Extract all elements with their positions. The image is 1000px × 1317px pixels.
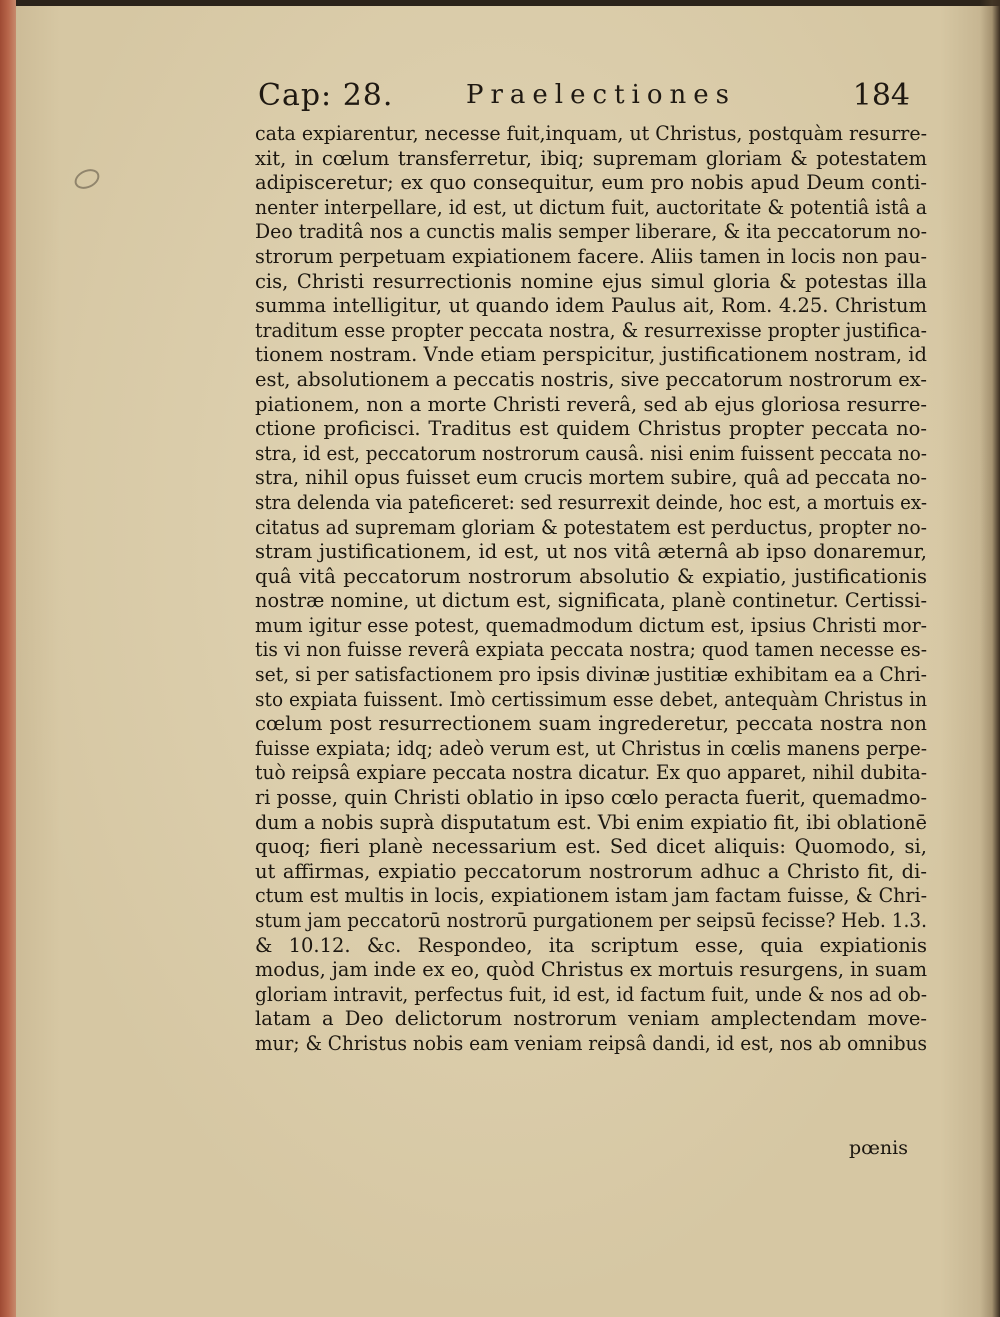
text-line: ri posse, quin Christi oblatio in ipso cœlo peracta fuerit, quemadmo- [255, 786, 927, 810]
text-line: piationem, non a morte Christi reverâ, sed ab ejus gloriosa resurre- [255, 392, 927, 416]
text-line: mum igitur esse potest, quemadmodum dictum est, ipsius Christi mor- [255, 613, 927, 637]
text-line: gloriam intravit, perfectus fuit, id est, id factum fuit, unde & nos ad ob- [255, 982, 927, 1006]
page-edge-left [0, 0, 16, 1317]
text-line: ctione proficisci. Traditus est quidem Christus propter peccata no- [255, 417, 927, 441]
text-line: traditum esse propter peccata nostra, & resurrexisse propter justifica- [255, 318, 927, 342]
text-line: mur; & Christus nobis eam veniam reipsâ dandi, id est, nos ab omnibus [255, 1031, 927, 1055]
page-gutter-right [980, 0, 1000, 1317]
text-line: stra, id est, peccatorum nostrorum causâ. nisi enim fuissent peccata no- [255, 441, 927, 465]
text-line: ut affirmas, expiatio peccatorum nostrorum adhuc a Christo fit, di- [255, 859, 927, 883]
text-line: cis, Christi resurrectionis nomine ejus simul gloria & potestas illa [255, 269, 927, 293]
page-number: 184 [852, 78, 910, 113]
text-line: strorum perpetuam expiationem facere. Aliis tamen in locis non pau- [255, 244, 927, 268]
running-header [258, 76, 918, 120]
text-line: modus, jam inde ex eo, quòd Christus ex mortuis resurgens, in suam [255, 958, 927, 982]
text-line: dum a nobis suprà disputatum est. Vbi enim expiatio fit, ibi oblationē [255, 810, 927, 834]
text-line: nostræ nomine, ut dictum est, significata, planè continetur. Certissi- [255, 589, 927, 613]
text-line: xit, in cœlum transferretur, ibiq; supremam gloriam & potestatem [255, 146, 927, 170]
text-line: citatus ad supremam gloriam & potestatem est perductus, propter no- [255, 515, 927, 539]
text-line: latam a Deo delictorum nostrorum veniam amplectendam move- [255, 1007, 927, 1031]
text-line: tis vi non fuisse reverâ expiata peccata nostra; quod tamen necesse es- [255, 638, 927, 662]
catchword: pœnis [848, 1137, 908, 1159]
text-line: stram justificationem, id est, ut nos vitâ æternâ ab ipso donaremur, [255, 540, 927, 564]
text-line: quoq; fieri planè necessarium est. Sed dicet aliquis: Quomodo, si, [255, 835, 927, 859]
text-line: sto expiata fuissent. Imò certissimum esse debet, antequàm Christus in [255, 687, 927, 711]
running-title: Praelectiones [466, 80, 736, 110]
text-line: cata expiarentur, necesse fuit,inquam, ut Christus, postquàm resurre- [255, 122, 927, 145]
text-line: nenter interpellare, id est, ut dictum fuit, auctoritate & potentiâ istâ a [255, 195, 927, 219]
body-text [255, 122, 935, 1057]
text-line: cœlum post resurrectionem suam ingrederetur, peccata nostra non [255, 712, 927, 736]
ink-blot [71, 165, 102, 192]
text-line: summa intelligitur, ut quando idem Paulus ait, Rom. 4.25. Christum [255, 294, 927, 318]
text-line: tuò reipsâ expiare peccata nostra dicatur. Ex quo apparet, nihil dubita- [255, 761, 927, 785]
text-line: est, absolutionem a peccatis nostris, sive peccatorum nostrorum ex- [255, 367, 927, 391]
text-line: stra delenda via pateficeret: sed resurrexit deinde, hoc est, a mortuis ex- [255, 490, 927, 514]
text-line: set, si per satisfactionem pro ipsis divinæ justitiæ exhibitam ea a Chri- [255, 663, 927, 687]
text-line: adipisceretur; ex quo consequitur, eum pro nobis apud Deum conti- [255, 171, 927, 195]
text-line: stum jam peccatorū nostrorū purgationem per seipsū fecisse? Heb. 1.3. [255, 909, 927, 932]
top-edge [0, 0, 1000, 6]
text-line: stra, nihil opus fuisset eum crucis mortem subire, quâ ad peccata no- [255, 466, 927, 490]
text-line: ctum est multis in locis, expiationem istam jam factam fuisse, & Chri- [255, 884, 927, 908]
text-line: tionem nostram. Vnde etiam perspicitur, justificationem nostram, id [255, 343, 927, 367]
text-line: Deo traditâ nos a cunctis malis semper liberare, & ita peccatorum no- [255, 220, 927, 244]
text-line: fuisse expiata; idq; adeò verum est, ut Christus in cœlis manens perpe- [255, 736, 927, 760]
text-line: quâ vitâ peccatorum nostrorum absolutio & expiatio, justificationis [255, 564, 927, 588]
chapter-label: Cap: 28. [258, 78, 394, 113]
text-line: & 10.12. &c. Respondeo, ita scriptum esse, quia expiationis [255, 933, 927, 957]
